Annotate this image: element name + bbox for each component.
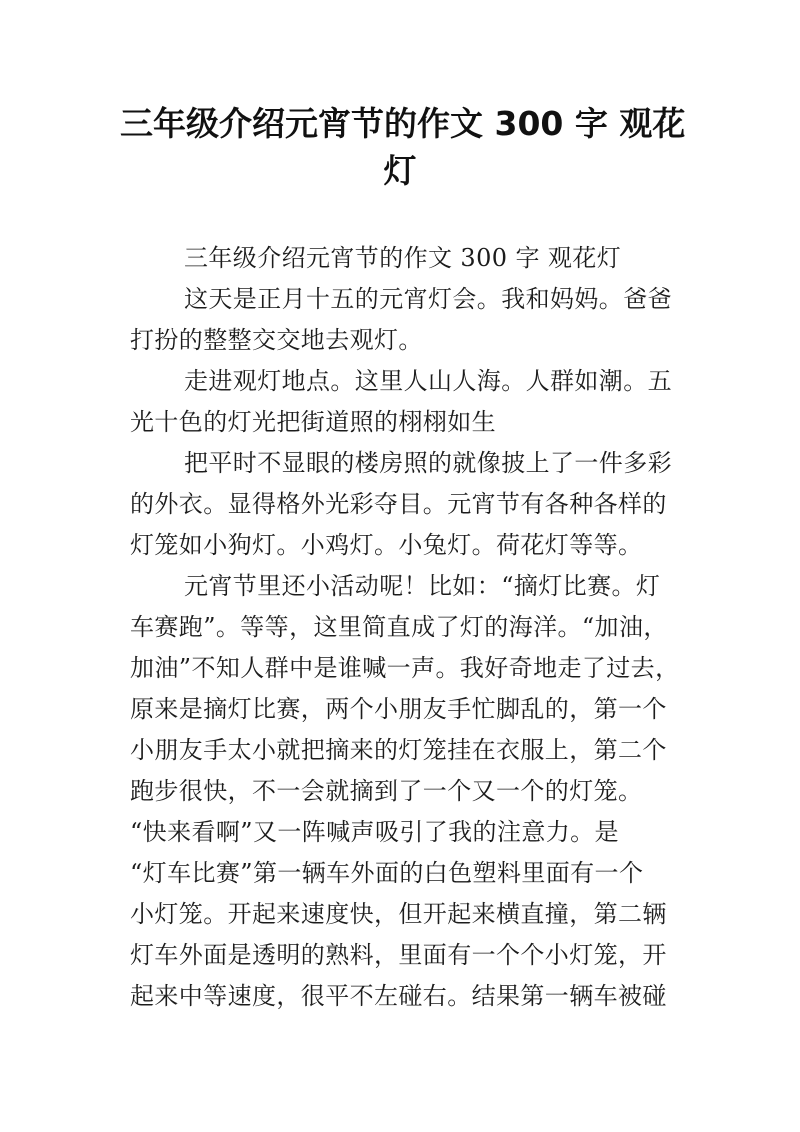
- body-line: 元宵节里还小活动呢！比如：“摘灯比赛。灯: [184, 572, 661, 600]
- body-line: 光十色的灯光把街道照的栩栩如生: [130, 408, 496, 436]
- body-line: 加油”不知人群中是谁喊一声。我好奇地走了过去，: [130, 654, 680, 682]
- body-line: 灯车外面是透明的熟料，里面有一个个小灯笼，开: [130, 941, 667, 969]
- body-line: 车赛跑”。等等，这里简直成了灯的海洋。“加油，: [130, 613, 668, 641]
- document-body: [130, 238, 680, 1017]
- title-line: 三年级介绍元宵节的作文 300 字 观花: [120, 104, 686, 143]
- body-line: “灯车比赛”第一辆车外面的白色塑料里面有一个: [130, 859, 644, 887]
- body-line: 起来中等速度，很平不左碰右。结果第一辆车被碰: [130, 982, 667, 1010]
- body-line: 灯笼如小狗灯。小鸡灯。小兔灯。荷花灯等等。: [130, 531, 643, 559]
- body-line: 跑步很快，不一会就摘到了一个又一个的灯笼。: [130, 777, 643, 805]
- body-line: 的外衣。显得格外光彩夺目。元宵节有各种各样的: [130, 490, 667, 518]
- body-line: 把平时不显眼的楼房照的就像披上了一件多彩: [184, 449, 672, 477]
- body-line: “快来看啊”又一阵喊声吸引了我的注意力。是: [130, 818, 619, 846]
- body-line: 小灯笼。开起来速度快，但开起来横直撞，第二辆: [130, 900, 667, 928]
- body-line: 打扮的整整交交地去观灯。: [130, 326, 423, 354]
- body-line-subtitle: 三年级介绍元宵节的作文 300 字 观花灯: [184, 244, 622, 272]
- body-line: 这天是正月十五的元宵灯会。我和妈妈。爸爸: [184, 285, 672, 313]
- body-line: 原来是摘灯比赛，两个小朋友手忙脚乱的，第一个: [130, 695, 667, 723]
- document-title: [120, 100, 686, 194]
- body-line: 小朋友手太小就把摘来的灯笼挂在衣服上，第二个: [130, 736, 667, 764]
- title-line: 灯: [383, 151, 417, 190]
- body-line: 走进观灯地点。这里人山人海。人群如潮。五: [184, 367, 672, 395]
